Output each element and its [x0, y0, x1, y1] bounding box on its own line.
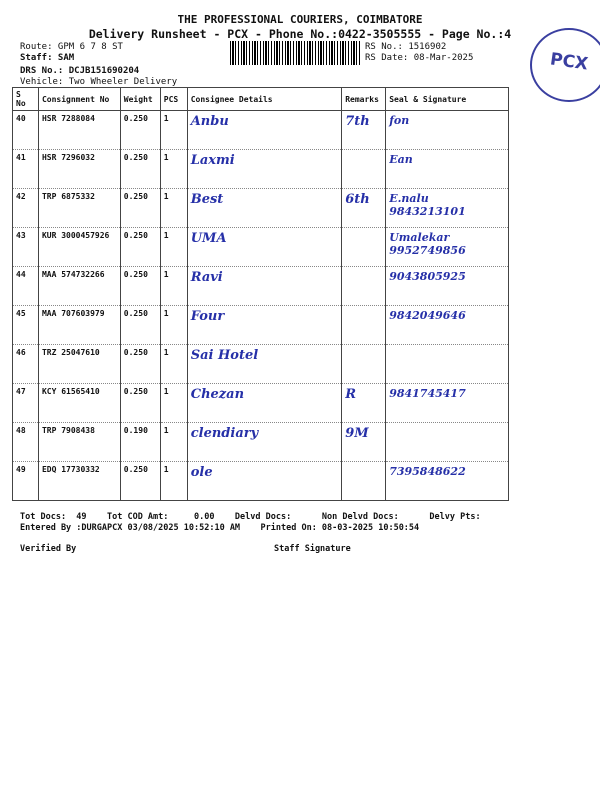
- sno-cell: 44: [13, 267, 39, 306]
- remarks-cell: [342, 267, 386, 306]
- consignment-cell: KCY 61565410: [38, 384, 120, 423]
- remarks-cell: R: [342, 384, 386, 423]
- consignee-cell: ole: [187, 462, 342, 501]
- consignee-cell: Chezan: [187, 384, 342, 423]
- table-row: [13, 189, 509, 228]
- seal-cell: E.nalu 9843213101: [386, 189, 509, 228]
- consignment-cell: TRZ 25047610: [38, 345, 120, 384]
- seal-cell: [386, 423, 509, 462]
- sno-cell: 43: [13, 228, 39, 267]
- totals-line: Tot Docs: 49 Tot COD Amt: 0.00 Delvd Docs: Non Delvd Docs: Delvy Pts:: [20, 512, 481, 522]
- sno-cell: 40: [13, 111, 39, 150]
- consignment-cell: HSR 7288084: [38, 111, 120, 150]
- weight-cell: 0.250: [120, 462, 160, 501]
- consignment-cell: EDQ 17730332: [38, 462, 120, 501]
- consignment-cell: MAA 707603979: [38, 306, 120, 345]
- col-pcs: PCS: [160, 88, 187, 111]
- consignment-cell: KUR 3000457926: [38, 228, 120, 267]
- seal-cell: fon: [386, 111, 509, 150]
- rs-no: RS No.: 1516902: [365, 42, 447, 52]
- sno-cell: 47: [13, 384, 39, 423]
- table-row: [13, 228, 509, 267]
- pcs-cell: 1: [160, 423, 187, 462]
- sno-cell: 45: [13, 306, 39, 345]
- table-row: [13, 345, 509, 384]
- pcs-cell: 1: [160, 345, 187, 384]
- table-header-row: [13, 88, 509, 111]
- company-name: THE PROFESSIONAL COURIERS, COIMBATORE: [177, 13, 423, 26]
- consignment-cell: MAA 574732266: [38, 267, 120, 306]
- weight-cell: 0.250: [120, 189, 160, 228]
- runsheet-title: Delivery Runsheet - PCX - Phone No.:0422-3505555 - Page No.:4: [88, 27, 512, 41]
- remarks-cell: [342, 228, 386, 267]
- weight-cell: 0.250: [120, 228, 160, 267]
- entered-line: Entered By :DURGAPCX 03/08/2025 10:52:10 AM Printed On: 08-03-2025 10:50:54: [20, 523, 420, 533]
- table-row: [13, 423, 509, 462]
- col-remarks: Remarks: [342, 88, 386, 111]
- table-row: [13, 111, 509, 150]
- pcs-cell: 1: [160, 462, 187, 501]
- remarks-cell: [342, 462, 386, 501]
- vehicle: Vehicle: Two Wheeler Delivery: [20, 77, 178, 87]
- remarks-cell: 6th: [342, 189, 386, 228]
- pcs-cell: 1: [160, 306, 187, 345]
- col-weight: Weight: [120, 88, 160, 111]
- pcs-cell: 1: [160, 228, 187, 267]
- seal-cell: 7395848622: [386, 462, 509, 501]
- col-sno: S No: [13, 88, 39, 111]
- table-row: [13, 306, 509, 345]
- weight-cell: 0.250: [120, 345, 160, 384]
- table-row: [13, 150, 509, 189]
- remarks-cell: [342, 150, 386, 189]
- seal-cell: 9841745417: [386, 384, 509, 423]
- col-consignee: Consignee Details: [187, 88, 342, 111]
- consignee-cell: Laxmi: [187, 150, 342, 189]
- col-seal: Seal & Signature: [386, 88, 509, 111]
- consignee-cell: Anbu: [187, 111, 342, 150]
- seal-cell: 9842049646: [386, 306, 509, 345]
- table-row: [13, 267, 509, 306]
- sno-cell: 41: [13, 150, 39, 189]
- consignment-cell: TRP 7908438: [38, 423, 120, 462]
- table-row: [13, 384, 509, 423]
- drs-no: DRS No.: DCJB151690204: [20, 66, 140, 76]
- consignee-cell: Best: [187, 189, 342, 228]
- weight-cell: 0.250: [120, 267, 160, 306]
- remarks-cell: [342, 306, 386, 345]
- seal-cell: 9043805925: [386, 267, 509, 306]
- route: Route: GPM 6 7 8 ST: [20, 42, 123, 52]
- consignee-cell: clendiary: [187, 423, 342, 462]
- sno-cell: 49: [13, 462, 39, 501]
- staff-signature-label: Staff Signature: [274, 544, 351, 554]
- runsheet-table: [12, 87, 509, 501]
- verified-by: Verified By: [20, 544, 77, 554]
- remarks-cell: 9M: [342, 423, 386, 462]
- remarks-cell: [342, 345, 386, 384]
- pcs-cell: 1: [160, 267, 187, 306]
- seal-cell: Umalekar 9952749856: [386, 228, 509, 267]
- remarks-cell: 7th: [342, 111, 386, 150]
- pcs-cell: 1: [160, 384, 187, 423]
- barcode: [230, 41, 360, 65]
- sno-cell: 42: [13, 189, 39, 228]
- consignment-cell: TRP 6875332: [38, 189, 120, 228]
- weight-cell: 0.190: [120, 423, 160, 462]
- weight-cell: 0.250: [120, 150, 160, 189]
- rs-date: RS Date: 08-Mar-2025: [365, 53, 474, 63]
- table-row: [13, 462, 509, 501]
- pcs-cell: 1: [160, 189, 187, 228]
- consignee-cell: UMA: [187, 228, 342, 267]
- consignee-cell: Ravi: [187, 267, 342, 306]
- seal-cell: Ean: [386, 150, 509, 189]
- col-consignment: Consignment No: [38, 88, 120, 111]
- consignment-cell: HSR 7296032: [38, 150, 120, 189]
- sno-cell: 46: [13, 345, 39, 384]
- pcs-cell: 1: [160, 111, 187, 150]
- weight-cell: 0.250: [120, 306, 160, 345]
- seal-cell: [386, 345, 509, 384]
- staff: Staff: SAM: [20, 53, 75, 63]
- weight-cell: 0.250: [120, 384, 160, 423]
- consignee-cell: Four: [187, 306, 342, 345]
- weight-cell: 0.250: [120, 111, 160, 150]
- sno-cell: 48: [13, 423, 39, 462]
- consignee-cell: Sai Hotel: [187, 345, 342, 384]
- pcs-cell: 1: [160, 150, 187, 189]
- pcx-stamp: PCX: [530, 28, 600, 102]
